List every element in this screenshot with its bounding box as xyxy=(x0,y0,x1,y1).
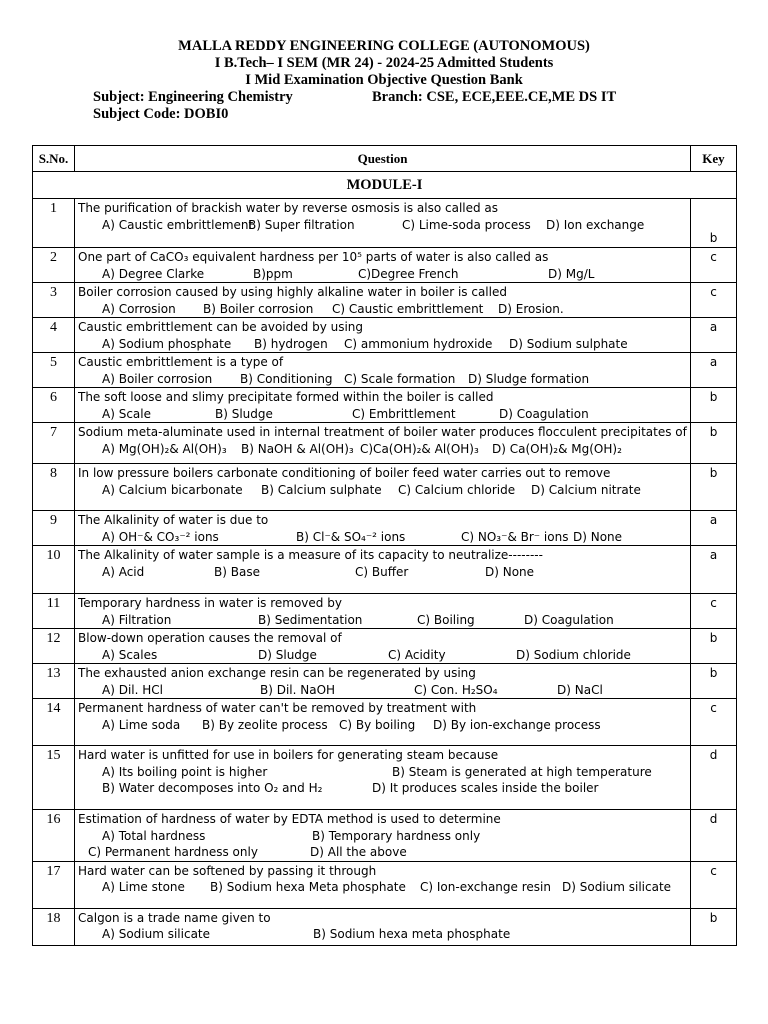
question-row xyxy=(33,388,737,423)
answer-option: D) Mg/L xyxy=(548,266,595,281)
answer-key: b xyxy=(691,388,737,423)
question-cell xyxy=(75,464,691,511)
answer-option: B) Water decomposes into O₂ and H₂ xyxy=(102,781,323,795)
answer-option: A) Boiler corrosion xyxy=(102,371,213,386)
answer-option: B) Temporary hardness only xyxy=(312,828,481,843)
question-row xyxy=(33,594,737,629)
answer-option: D) Sludge xyxy=(258,647,317,662)
answer-option: C) Embrittlement xyxy=(352,406,456,421)
branch-list: Branch: CSE, ECE,EEE.CE,ME DS IT xyxy=(372,89,617,105)
question-row xyxy=(33,353,737,388)
answer-option: B) Conditioning xyxy=(240,371,333,386)
question-number: 11 xyxy=(33,594,75,629)
answer-option: C) Acidity xyxy=(388,647,446,662)
answer-option: C)Ca(OH)₂& Al(OH)₃ xyxy=(360,441,479,456)
question-text: Permanent hardness of water can't be removed by treatment with xyxy=(78,701,477,715)
question-row xyxy=(33,861,737,908)
question-number: 6 xyxy=(33,388,75,423)
question-text: One part of CaCO₃ equivalent hardness per 10⁵ parts of water is also called as xyxy=(78,250,549,264)
question-text: Estimation of hardness of water by EDTA method is used to determine xyxy=(78,812,501,826)
options-line xyxy=(78,529,690,546)
answer-option: B) Base xyxy=(214,564,260,579)
question-text: The exhausted anion exchange resin can be regenerated by using xyxy=(78,666,476,680)
answer-option: D) Calcium nitrate xyxy=(531,482,641,497)
answer-option: D) Sodium silicate xyxy=(562,880,672,894)
question-row xyxy=(33,746,737,810)
answer-option: C) Lime-soda process xyxy=(402,217,531,232)
question-number: 15 xyxy=(33,746,75,810)
subject-name: Subject: Engineering Chemistry xyxy=(93,89,293,105)
question-cell xyxy=(75,908,691,945)
options-line xyxy=(78,717,690,734)
answer-option: C) By boiling xyxy=(339,717,416,732)
question-text: Caustic embrittlement can be avoided by using xyxy=(78,320,364,334)
answer-option: B) Sodium hexa meta phosphate xyxy=(313,927,511,941)
question-text: Caustic embrittlement is a type of xyxy=(78,355,284,369)
question-number: 5 xyxy=(33,353,75,388)
answer-option: D) None xyxy=(573,529,623,544)
question-text: Boiler corrosion caused by using highly alkaline water in boiler is called xyxy=(78,285,507,299)
question-text: Calgon is a trade name given to xyxy=(78,910,271,925)
question-row xyxy=(33,199,737,248)
answer-key: a xyxy=(691,353,737,388)
answer-key: c xyxy=(691,248,737,283)
question-cell xyxy=(75,699,691,746)
question-row xyxy=(33,464,737,511)
answer-key: d xyxy=(691,810,737,862)
answer-option: C) Ion-exchange resin xyxy=(420,880,551,894)
col-question-header: Question xyxy=(75,146,691,172)
question-number: 13 xyxy=(33,664,75,699)
answer-key: d xyxy=(691,746,737,810)
col-key-header: Key xyxy=(691,146,737,172)
question-row xyxy=(33,699,737,746)
question-cell xyxy=(75,664,691,699)
answer-option: A) Corrosion xyxy=(102,301,176,316)
answer-key: c xyxy=(691,283,737,318)
answer-key: b xyxy=(691,629,737,664)
answer-option: D) Sodium sulphate xyxy=(509,336,628,351)
question-row xyxy=(33,283,737,318)
answer-key: c xyxy=(691,594,737,629)
answer-option: C) Permanent hardness only xyxy=(88,845,258,859)
question-number: 16 xyxy=(33,810,75,862)
options-line xyxy=(78,441,690,458)
options-line xyxy=(78,844,690,861)
question-number: 12 xyxy=(33,629,75,664)
answer-option: B) Boiler corrosion xyxy=(203,301,314,316)
program-line: I B.Tech– I SEM (MR 24) - 2024-25 Admitted Students xyxy=(214,55,554,71)
question-cell xyxy=(75,594,691,629)
question-cell xyxy=(75,511,691,546)
answer-option: A) Calcium bicarbonate xyxy=(102,482,243,497)
answer-option: C) ammonium hydroxide xyxy=(344,336,493,351)
answer-key: b xyxy=(691,464,737,511)
question-row xyxy=(33,664,737,699)
question-row xyxy=(33,546,737,594)
question-number: 2 xyxy=(33,248,75,283)
subject-code: Subject Code: DOBI0 xyxy=(93,106,229,122)
question-number: 1 xyxy=(33,199,75,248)
question-number: 8 xyxy=(33,464,75,511)
question-cell xyxy=(75,318,691,353)
question-table xyxy=(32,145,737,946)
answer-option: A) Degree Clarke xyxy=(102,266,205,281)
answer-option: D) Sodium chloride xyxy=(516,647,631,662)
table-header-row xyxy=(33,146,737,172)
options-line xyxy=(78,780,690,797)
question-text: The soft loose and slimy precipitate formed within the boiler is called xyxy=(78,390,494,404)
answer-option: A) Sodium phosphate xyxy=(102,336,232,351)
options-line xyxy=(78,564,690,581)
question-cell xyxy=(75,248,691,283)
answer-key: a xyxy=(691,318,737,353)
answer-option: D) Coagulation xyxy=(524,612,614,627)
answer-option: A) Mg(OH)₂& Al(OH)₃ xyxy=(102,441,227,456)
answer-option: D) By ion-exchange process xyxy=(433,717,601,732)
answer-option: D) It produces scales inside the boiler xyxy=(372,781,599,795)
answer-key: b xyxy=(691,908,737,945)
answer-option: D) None xyxy=(485,564,535,579)
answer-key: b xyxy=(691,423,737,464)
answer-option: C) Buffer xyxy=(355,564,409,579)
answer-option: A) Scale xyxy=(102,406,151,421)
answer-option: D) Coagulation xyxy=(499,406,589,421)
answer-option: B) Calcium sulphate xyxy=(261,482,382,497)
answer-option: D) NaCl xyxy=(557,682,603,697)
question-row xyxy=(33,248,737,283)
answer-option: A) Dil. HCl xyxy=(102,682,163,697)
question-row xyxy=(33,318,737,353)
question-number: 18 xyxy=(33,908,75,945)
answer-option: D) Sludge formation xyxy=(468,371,590,386)
answer-option: C) Scale formation xyxy=(344,371,456,386)
answer-option: D) Ion exchange xyxy=(546,217,645,232)
options-line xyxy=(78,266,690,283)
options-line xyxy=(78,612,690,629)
answer-option: C)Degree French xyxy=(358,266,459,281)
question-row xyxy=(33,908,737,945)
question-text: Blow-down operation causes the removal of xyxy=(78,631,342,645)
question-cell xyxy=(75,629,691,664)
answer-option: B) Dil. NaOH xyxy=(260,682,336,697)
question-text: The purification of brackish water by reverse osmosis is also called as xyxy=(78,201,499,215)
options-line xyxy=(78,336,690,353)
question-text: Temporary hardness in water is removed by xyxy=(78,596,342,610)
question-number: 9 xyxy=(33,511,75,546)
question-cell xyxy=(75,388,691,423)
options-line xyxy=(78,482,690,499)
module-row xyxy=(33,172,737,199)
question-text: Hard water can be softened by passing it through xyxy=(78,863,377,878)
answer-option: A) Total hardness xyxy=(102,828,206,843)
answer-option: D) All the above xyxy=(310,845,407,859)
options-line xyxy=(78,301,690,318)
answer-option: B) Cl⁻& SO₄⁻² ions xyxy=(296,529,406,544)
question-cell xyxy=(75,199,691,248)
answer-option: C) NO₃⁻& Br⁻ ions xyxy=(461,529,569,544)
question-number: 17 xyxy=(33,861,75,908)
question-number: 14 xyxy=(33,699,75,746)
college-name: MALLA REDDY ENGINEERING COLLEGE (AUTONOMOUS) xyxy=(178,38,590,54)
options-line xyxy=(78,371,690,388)
answer-option: B) Sodium hexa Meta phosphate xyxy=(210,880,406,894)
question-row xyxy=(33,423,737,464)
answer-option: D) Ca(OH)₂& Mg(OH)₂ xyxy=(492,441,622,456)
question-text: Sodium meta-aluminate used in internal treatment of boiler water produces flocculent precipitates of xyxy=(78,425,687,439)
question-number: 7 xyxy=(33,423,75,464)
answer-key: a xyxy=(691,546,737,594)
col-sno-header: S.No. xyxy=(33,146,75,172)
answer-option: C) Caustic embrittlement xyxy=(332,301,484,316)
answer-option: B) By zeolite process xyxy=(202,717,328,732)
answer-key: b xyxy=(691,664,737,699)
answer-option: A) Sodium silicate xyxy=(102,927,211,941)
answer-option: A) Acid xyxy=(102,564,145,579)
answer-option: C) Calcium chloride xyxy=(398,482,516,497)
question-number: 4 xyxy=(33,318,75,353)
answer-option: B)ppm xyxy=(253,266,293,281)
question-number: 3 xyxy=(33,283,75,318)
question-cell xyxy=(75,353,691,388)
answer-option: B) Super filtration xyxy=(248,217,355,232)
answer-key: b xyxy=(691,199,737,248)
question-cell xyxy=(75,546,691,594)
answer-option: B) hydrogen xyxy=(254,336,328,351)
question-row xyxy=(33,810,737,862)
question-cell xyxy=(75,746,691,810)
answer-key: c xyxy=(691,699,737,746)
answer-option: B) Steam is generated at high temperature xyxy=(392,764,652,779)
answer-option: A) Caustic embrittlement xyxy=(102,217,254,232)
answer-option: A) Lime stone xyxy=(102,880,185,894)
question-cell xyxy=(75,283,691,318)
answer-option: B) Sludge xyxy=(215,406,273,421)
options-line xyxy=(78,926,690,943)
answer-option: A) OH⁻& CO₃⁻² ions xyxy=(102,529,219,544)
module-title: MODULE-I xyxy=(33,172,737,199)
answer-key: a xyxy=(691,511,737,546)
answer-option: C) Con. H₂SO₄ xyxy=(414,682,498,697)
options-line xyxy=(78,764,690,781)
options-line xyxy=(78,682,690,699)
options-line xyxy=(78,217,690,234)
answer-option: A) Scales xyxy=(102,647,158,662)
answer-option: D) Erosion. xyxy=(498,301,564,316)
question-row xyxy=(33,511,737,546)
question-cell xyxy=(75,810,691,862)
question-number: 10 xyxy=(33,546,75,594)
options-line xyxy=(78,879,690,896)
question-cell xyxy=(75,423,691,464)
answer-option: B) NaOH & Al(OH)₃ xyxy=(241,441,354,456)
answer-key: c xyxy=(691,861,737,908)
question-cell xyxy=(75,861,691,908)
answer-option: A) Lime soda xyxy=(102,717,181,732)
options-line xyxy=(78,828,690,845)
answer-option: B) Sedimentation xyxy=(258,612,363,627)
answer-option: A) Its boiling point is higher xyxy=(102,764,268,779)
answer-option: A) Filtration xyxy=(102,612,172,627)
question-text: In low pressure boilers carbonate conditioning of boiler feed water carries out to remove xyxy=(78,466,611,480)
question-row xyxy=(33,629,737,664)
question-text: The Alkalinity of water sample is a measure of its capacity to neutralize-------- xyxy=(78,548,543,562)
options-line xyxy=(78,647,690,664)
options-line xyxy=(78,406,690,423)
question-text: The Alkalinity of water is due to xyxy=(78,513,269,527)
exam-title: I Mid Examination Objective Question Bank xyxy=(245,72,523,88)
answer-option: C) Boiling xyxy=(417,612,475,627)
question-text: Hard water is unfitted for use in boilers for generating steam because xyxy=(78,748,499,762)
